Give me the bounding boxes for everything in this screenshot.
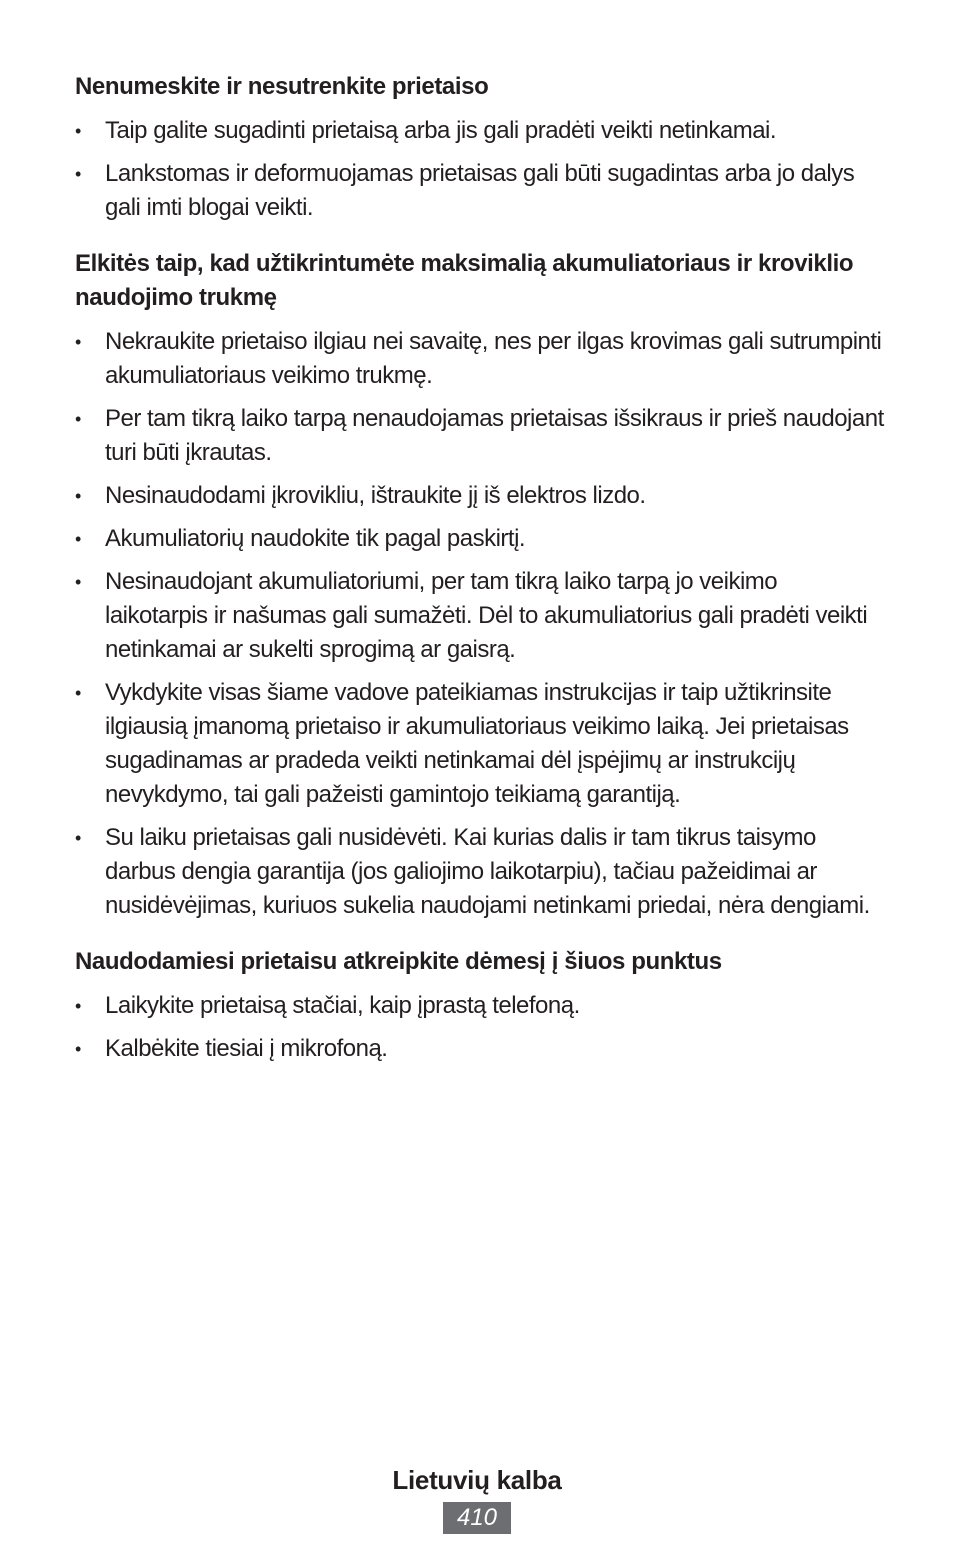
- list-item-text: Lankstomas ir deformuojamas prietaisas gali būti sugadintas arba jo dalys gali imti blogai veikti.: [105, 160, 855, 221]
- bullet-icon: •: [75, 828, 81, 848]
- list-item: [75, 1032, 885, 1066]
- list-item-text: Nekraukite prietaiso ilgiau nei savaitę, nes per ilgas krovimas gali sutrumpinti akumuliatoriaus veikimo trukmę.: [105, 328, 882, 389]
- bullet-icon: •: [75, 572, 81, 592]
- bullet-icon: •: [75, 409, 81, 429]
- bullet-icon: •: [75, 486, 81, 506]
- list-item: [75, 676, 885, 812]
- section-usage-tips: [75, 945, 885, 1066]
- bullet-icon: •: [75, 683, 81, 703]
- section-heading: Nenumeskite ir nesutrenkite prietaiso: [75, 73, 489, 100]
- list-item: [75, 522, 885, 556]
- page-number-badge: 410: [443, 1502, 511, 1534]
- list-item-text: Per tam tikrą laiko tarpą nenaudojamas prietaisas išsikraus ir prieš naudojant turi būti įkrautas.: [105, 405, 884, 466]
- bullet-icon: •: [75, 332, 81, 352]
- list-item: [75, 821, 885, 923]
- list-item: [75, 114, 885, 148]
- list-item: [75, 325, 885, 393]
- bullet-icon: •: [75, 164, 81, 184]
- bullet-icon: •: [75, 121, 81, 141]
- section-heading: Naudodamiesi prietaisu atkreipkite dėmesį į šiuos punktus: [75, 948, 722, 975]
- page-footer: [0, 1462, 954, 1534]
- section-heading: Elkitės taip, kad užtikrintumėte maksimalią akumuliatoriaus ir kroviklio naudojimo trukmę: [75, 250, 854, 311]
- list-item: [75, 989, 885, 1023]
- list-item-text: Taip galite sugadinti prietaisą arba jis gali pradėti veikti netinkamai.: [105, 117, 777, 144]
- list-item-text: Nesinaudojant akumuliatoriumi, per tam tikrą laiko tarpą jo veikimo laikotarpis ir našumas gali sumažėti. Dėl to akumuliatorius gali pradėti veikti netinkamai ar sukelti sprogimą ar gaisrą.: [105, 568, 868, 663]
- bullet-list: [75, 989, 885, 1066]
- bullet-icon: •: [75, 529, 81, 549]
- list-item: [75, 565, 885, 667]
- bullet-icon: •: [75, 1039, 81, 1059]
- bullet-icon: •: [75, 996, 81, 1016]
- list-item-text: Kalbėkite tiesiai į mikrofoną.: [105, 1035, 388, 1062]
- list-item: [75, 157, 885, 225]
- list-item-text: Laikykite prietaisą stačiai, kaip įprastą telefoną.: [105, 992, 580, 1019]
- bullet-list: [75, 114, 885, 225]
- list-item: [75, 479, 885, 513]
- list-item-text: Vykdykite visas šiame vadove pateikiamas instrukcijas ir taip užtikrinsite ilgiausią įmanomą prietaiso ir akumuliatoriaus veikimo laiką. Jei prietaisas sugadinamas ar pradeda veikti netinkamai dėl įspėjimų ar instrukcijų nevykdymo, tai gali pažeisti gamintojo teikiamą garantiją.: [105, 679, 849, 808]
- bullet-list: [75, 325, 885, 923]
- list-item-text: Nesinaudodami įkrovikliu, ištraukite jį iš elektros lizdo.: [105, 482, 646, 509]
- list-item-text: Akumuliatorių naudokite tik pagal paskirtį.: [105, 525, 526, 552]
- list-item-text: Su laiku prietaisas gali nusidėvėti. Kai kurias dalis ir tam tikrus taisymo darbus dengia garantija (jos galiojimo laikotarpiu), tačiau pažeidimai ar nusidėvėjimas, kuriuos sukelia naudojami netinkami priedai, nėra dengiami.: [105, 824, 870, 919]
- section-drop-warning: [75, 70, 885, 225]
- footer-language-label: Lietuvių kalba: [392, 1465, 562, 1495]
- section-battery-life: [75, 247, 885, 923]
- page-content: [75, 70, 885, 1088]
- list-item: [75, 402, 885, 470]
